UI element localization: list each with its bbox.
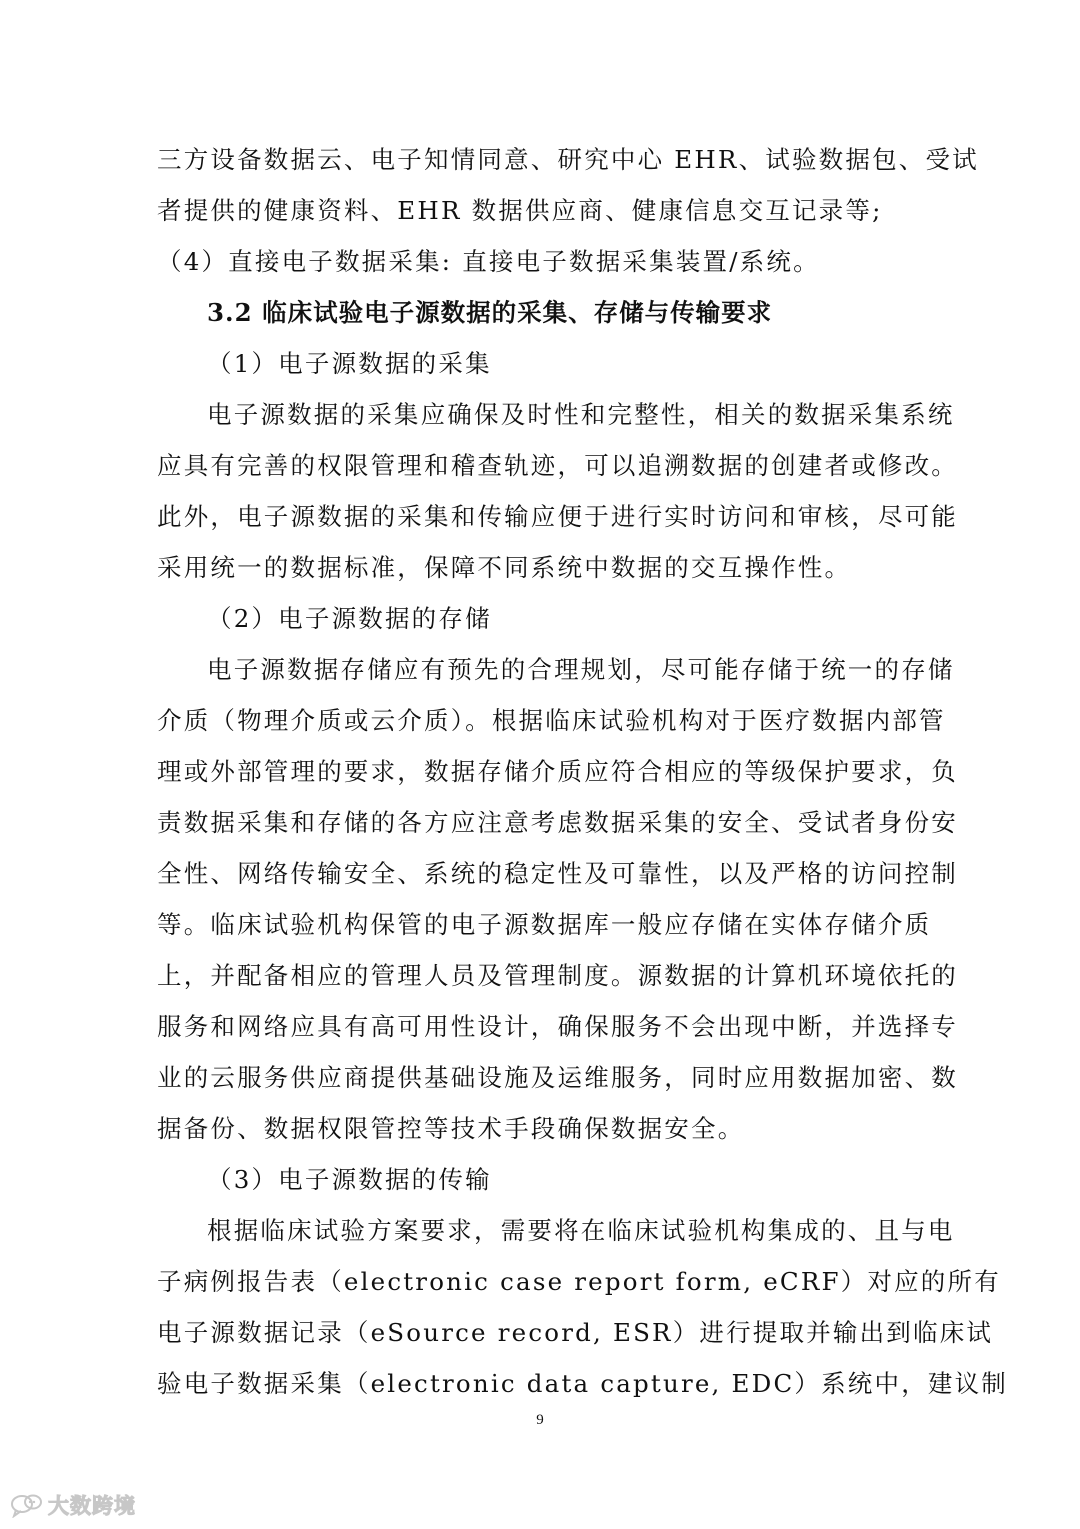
body-line: 业的云服务供应商提供基础设施及运维服务，同时应用数据加密、数 [157, 1063, 958, 1092]
paragraph-first-line: 电子源数据存储应有预先的合理规划，尽可能存储于统一的存储 [207, 655, 955, 684]
subsection-heading: （1）电子源数据的采集 [207, 349, 492, 378]
body-line: 电子源数据记录（eSource record, ESR）进行提取并输出到临床试 [157, 1318, 994, 1347]
subsection-heading: （3）电子源数据的传输 [207, 1165, 492, 1194]
paragraph-first-line: 电子源数据的采集应确保及时性和完整性，相关的数据采集系统 [207, 400, 955, 429]
body-line: 服务和网络应具有高可用性设计，确保服务不会出现中断，并选择专 [157, 1012, 958, 1041]
body-line: 等。临床试验机构保管的电子源数据库一般应存储在实体存储介质 [157, 910, 932, 939]
body-line: 责数据采集和存储的各方应注意考虑数据采集的安全、受试者身份安 [157, 808, 958, 837]
chat-bubbles-logo-icon [10, 1492, 44, 1518]
body-line: 全性、网络传输安全、系统的稳定性及可靠性，以及严格的访问控制 [157, 859, 958, 888]
body-line: 上，并配备相应的管理人员及管理制度。源数据的计算机环境依托的 [157, 961, 958, 990]
section-heading: 3.2 临床试验电子源数据的采集、存储与传输要求 [207, 298, 773, 327]
watermark-text: 大数跨境 [48, 1494, 136, 1518]
body-line: 理或外部管理的要求，数据存储介质应符合相应的等级保护要求，负 [157, 757, 958, 786]
body-line: 应具有完善的权限管理和稽查轨迹，可以追溯数据的创建者或修改。 [157, 451, 958, 480]
body-line: 者提供的健康资料、EHR 数据供应商、健康信息交互记录等; [157, 196, 883, 225]
body-line: 三方设备数据云、电子知情同意、研究中心 EHR、试验数据包、受试 [157, 145, 979, 174]
paragraph-first-line: 根据临床试验方案要求，需要将在临床试验机构集成的、且与电 [207, 1216, 955, 1245]
subsection-heading: （2）电子源数据的存储 [207, 604, 492, 633]
page-number: 9 [536, 1412, 544, 1428]
watermark [10, 1490, 136, 1520]
body-line: 介质（物理介质或云介质）。根据临床试验机构对于医疗数据内部管 [157, 706, 946, 735]
body-line: 采用统一的数据标准，保障不同系统中数据的交互操作性。 [157, 553, 852, 582]
body-line: 据备份、数据权限管控等技术手段确保数据安全。 [157, 1114, 745, 1143]
body-line: 验电子数据采集（electronic data capture, EDC）系统中，建议制 [157, 1369, 1009, 1398]
body-line: 此外，电子源数据的采集和传输应便于进行实时访问和审核，尽可能 [157, 502, 958, 531]
body-line: 子病例报告表（electronic case report form, eCRF）对应的所有 [157, 1267, 1001, 1296]
list-item-line: （4）直接电子数据采集: 直接电子数据采集装置/系统。 [157, 247, 820, 276]
